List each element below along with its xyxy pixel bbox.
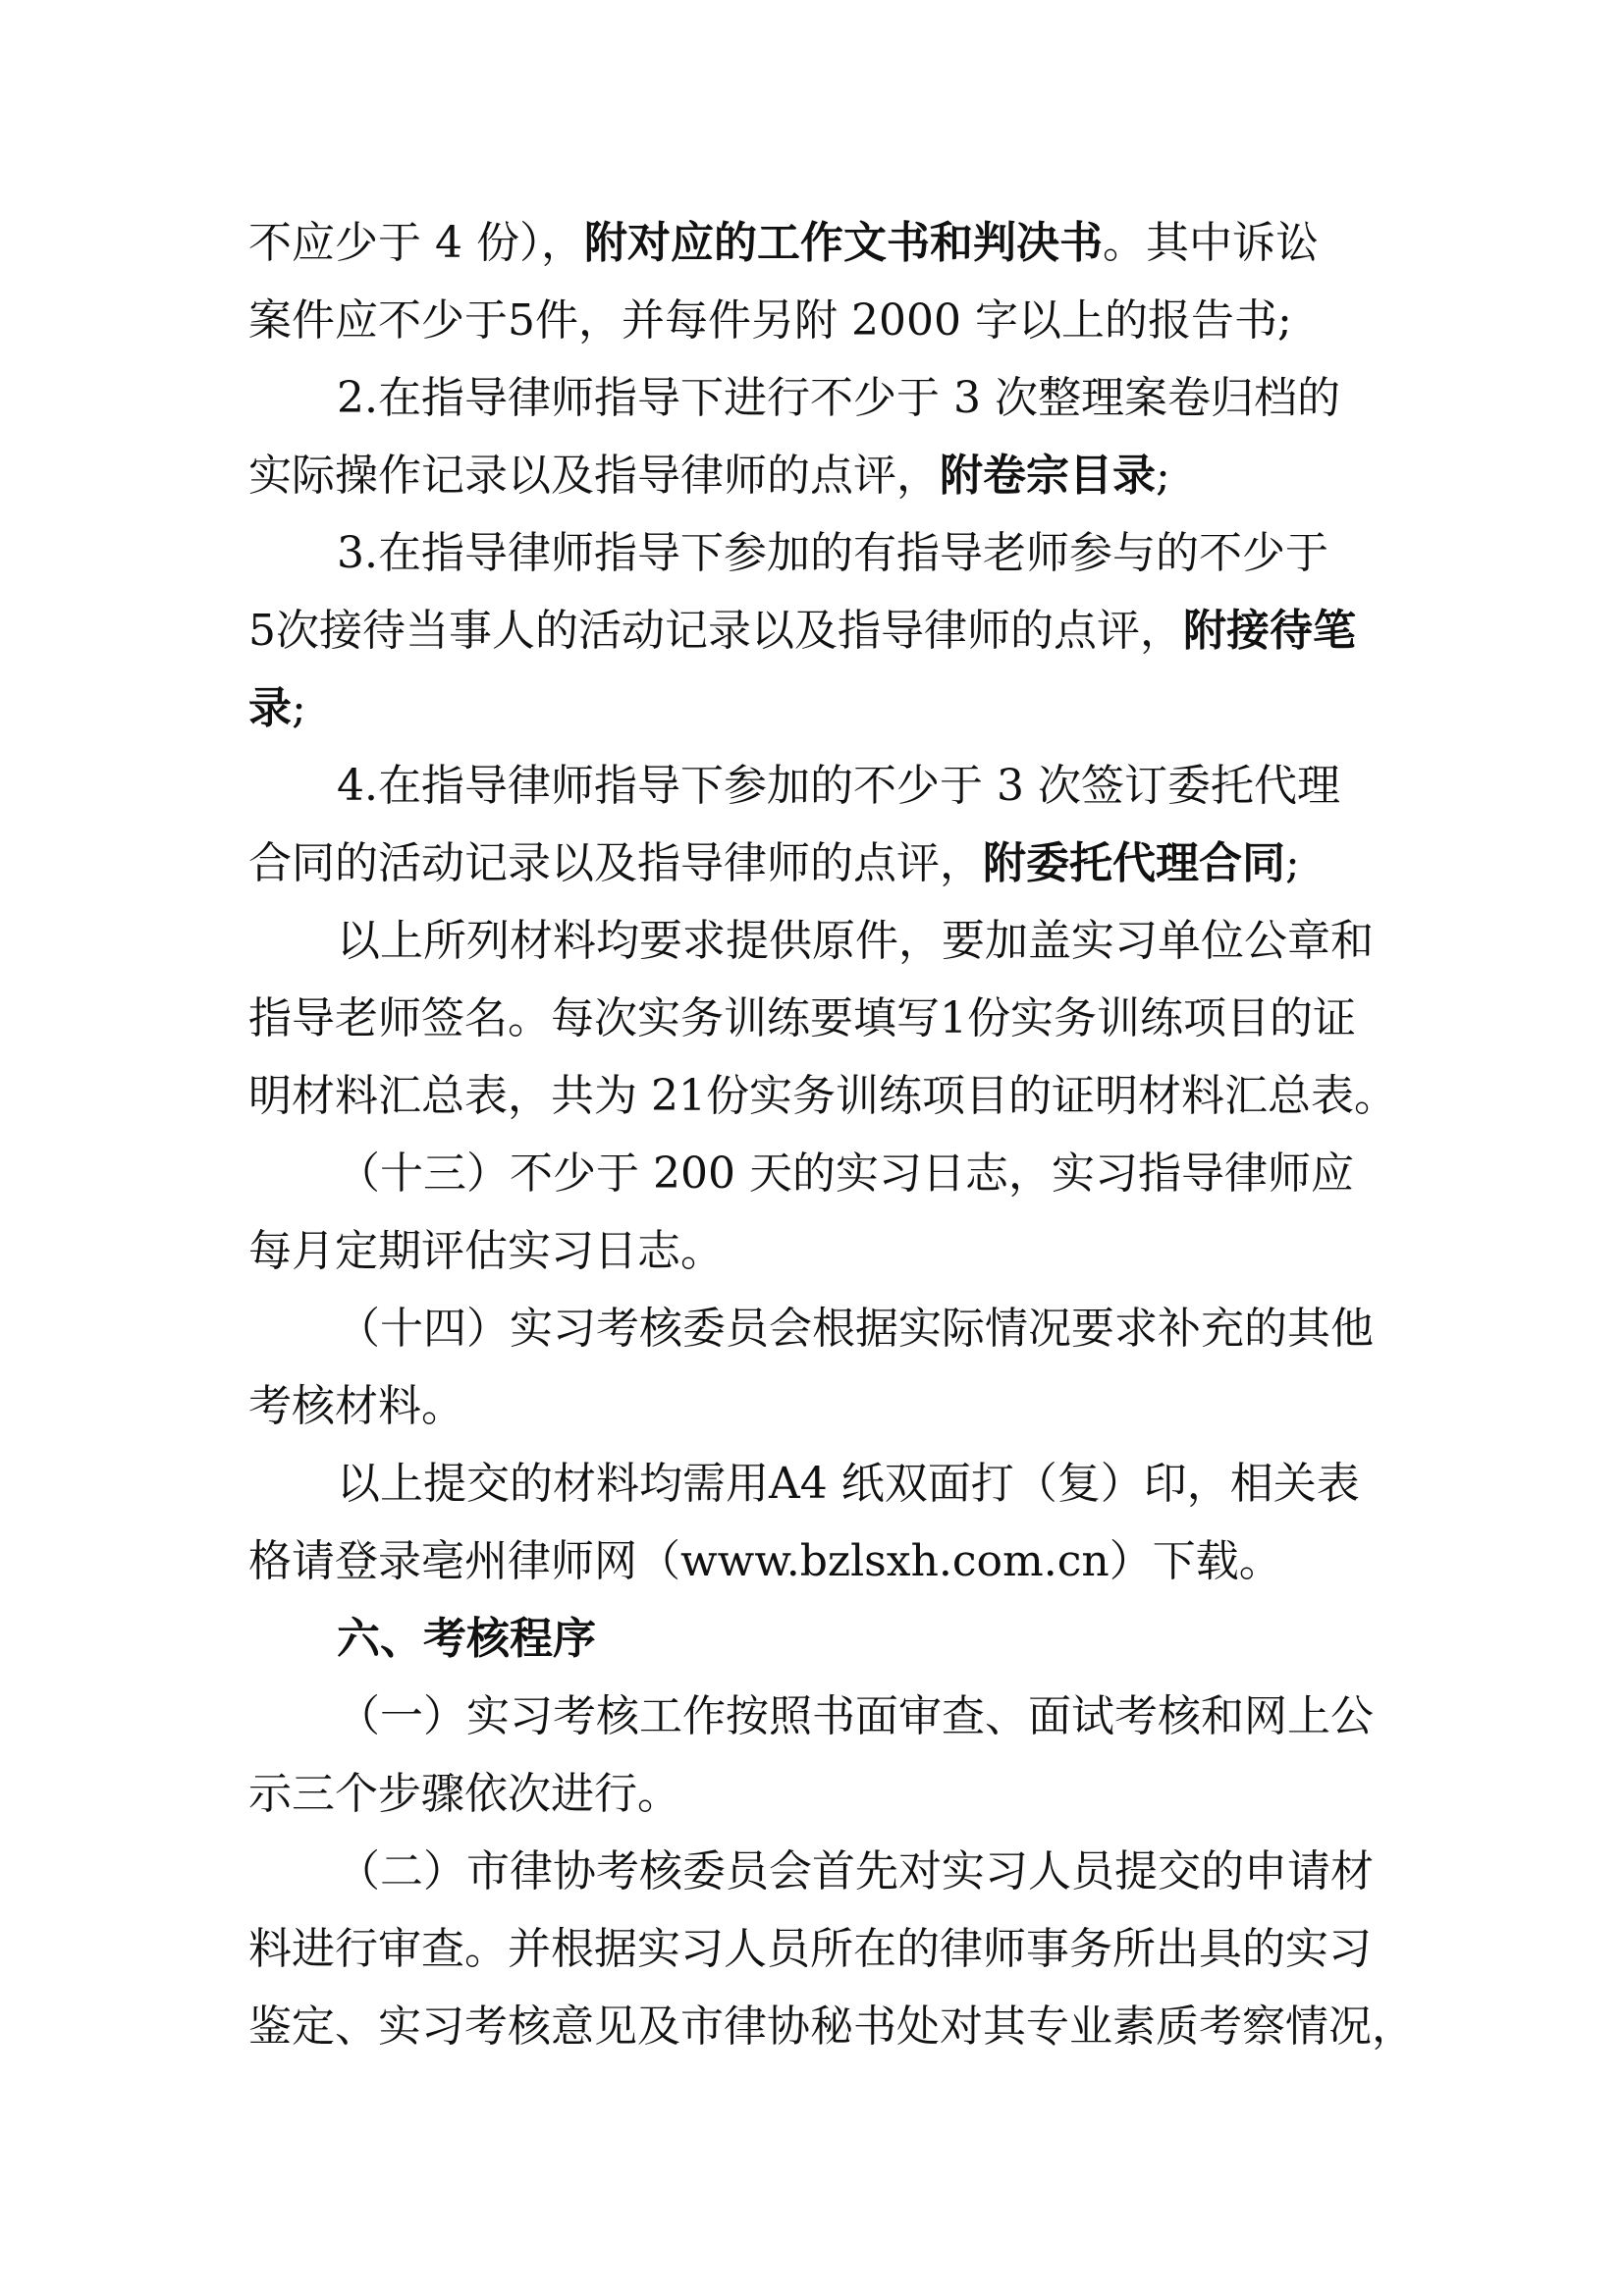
- text-run: 以上所列材料均要求提供原件，要加盖实习单位公章和: [337, 916, 1374, 966]
- paragraph-line: [248, 1534, 1378, 1589]
- paragraph-line: [248, 2000, 1415, 2055]
- paragraph-line: [248, 1922, 1378, 1977]
- bold-text-run: 附对应的工作文书和判决书: [583, 218, 1103, 268]
- paragraph-line: [248, 836, 1378, 891]
- heading-text: 六、考核程序: [337, 1614, 596, 1664]
- paragraph-line: [337, 1689, 1378, 1744]
- paragraph-line: [248, 216, 1378, 271]
- text-run: 2.在指导律师指导下进行不少于 3 次整理案卷归档的: [337, 373, 1340, 423]
- text-run: 实际操作记录以及指导律师的点评，: [248, 451, 940, 501]
- text-run: 考核材料。: [248, 1381, 464, 1431]
- paragraph-line: [337, 759, 1378, 814]
- text-run: 3.在指导律师指导下参加的有指导老师参与的不少于: [337, 528, 1328, 578]
- text-run: 案件应不少于5件，并每件另附 2000 字以上的报告书;: [248, 295, 1292, 346]
- paragraph-line: [248, 604, 1378, 659]
- paragraph-line: [337, 1302, 1378, 1357]
- text-run: （二）市律协考核委员会首先对实习人员提交的申请材: [337, 1846, 1374, 1896]
- paragraph-line: [337, 1457, 1378, 1512]
- section-heading: [337, 1612, 1378, 1667]
- text-run: 示三个步骤依次进行。: [248, 1769, 680, 1819]
- paragraph-line: [248, 1069, 1397, 1124]
- text-run: 4.在指导律师指导下参加的不少于 3 次签订委托代理: [337, 761, 1340, 811]
- paragraph-line: [337, 1147, 1378, 1201]
- text-run: 指导老师签名。每次实务训练要填写1份实务训练项目的证: [248, 993, 1356, 1043]
- bold-text-run: 附接待笔: [1183, 606, 1356, 656]
- paragraph-line: [248, 449, 1378, 504]
- text-run: 合同的活动记录以及指导律师的点评，: [248, 838, 983, 888]
- text-run: （十四）实习考核委员会根据实际情况要求补充的其他: [337, 1304, 1374, 1354]
- text-run: ;: [292, 683, 306, 733]
- paragraph-line: [248, 681, 1378, 736]
- paragraph-line: [337, 914, 1378, 969]
- paragraph-line: [337, 1844, 1378, 1899]
- paragraph-line: [248, 991, 1378, 1046]
- text-run: 格请登录亳州律师网（www.bzlsxh.com.cn）下载。: [248, 1536, 1282, 1586]
- bold-text-run: 录: [248, 683, 292, 733]
- bold-text-run: 附委托代理合同: [983, 838, 1285, 888]
- text-run: 5次接待当事人的活动记录以及指导律师的点评，: [248, 606, 1183, 656]
- text-run: ;: [1156, 451, 1170, 501]
- text-run: 明材料汇总表，共为 21份实务训练项目的证明材料汇总表。: [248, 1071, 1397, 1121]
- paragraph-line: [248, 294, 1378, 348]
- paragraph-line: [248, 1379, 1378, 1434]
- text-run: 每月定期评估实习日志。: [248, 1226, 724, 1276]
- paragraph-line: [248, 1767, 1378, 1822]
- text-run: 料进行审查。并根据实习人员所在的律师事务所出具的实习: [248, 1924, 1372, 1974]
- paragraph-line: [337, 526, 1378, 581]
- text-run: （十三）不少于 200 天的实习日志，实习指导律师应: [337, 1148, 1354, 1199]
- text-run: （一）实习考核工作按照书面审查、面试考核和网上公: [337, 1691, 1374, 1741]
- paragraph-line: [248, 1224, 1378, 1279]
- text-run: 不应少于 4 份），: [248, 218, 584, 268]
- bold-text-run: 附卷宗目录: [940, 451, 1156, 501]
- text-run: ;: [1285, 838, 1300, 888]
- text-run: 鉴定、实习考核意见及市律协秘书处对其专业素质考察情况，: [248, 2002, 1415, 2052]
- text-run: 以上提交的材料均需用A4 纸双面打（复）印，相关表: [337, 1459, 1360, 1509]
- text-run: 。其中诉讼: [1102, 218, 1319, 268]
- paragraph-line: [337, 371, 1378, 426]
